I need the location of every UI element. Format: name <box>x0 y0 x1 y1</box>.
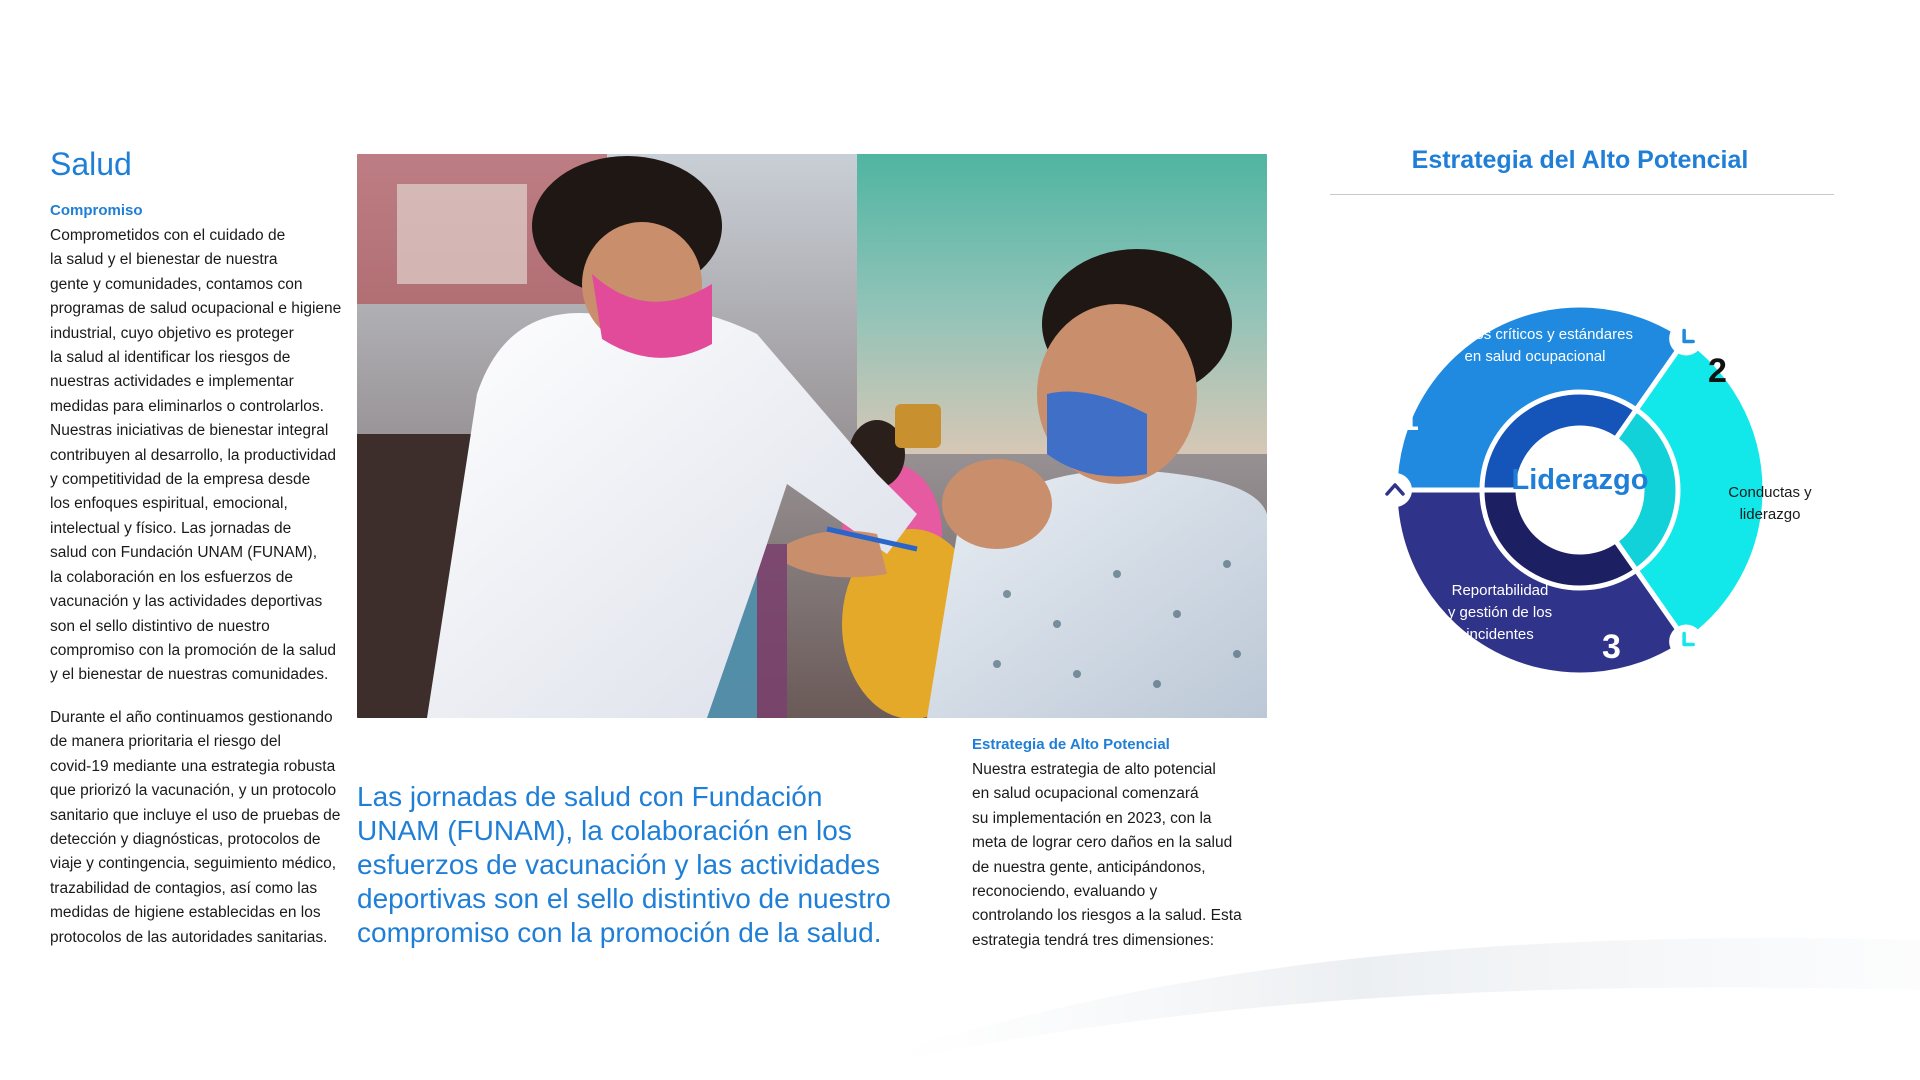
clock-marker-icon <box>1669 625 1703 659</box>
vaccination-photo <box>357 154 1267 718</box>
text-line: Nuestras iniciativas de bienestar integral <box>50 422 329 440</box>
text-line: covid-19 mediante una estrategia robusta <box>50 757 336 775</box>
segment-1-number: 1 <box>1400 400 1419 438</box>
text-line: reconociendo, evaluando y <box>972 883 1158 901</box>
quote-line: compromiso con la promoción de la salud. <box>357 917 882 948</box>
segment-2-label-line: liderazgo <box>1739 506 1801 523</box>
quote-line: deportivas son el sello distintivo de nuestro <box>357 883 891 914</box>
text-line: viaje y contingencia, seguimiento médico, <box>50 855 337 873</box>
text-line: y el bienestar de nuestras comunidades. <box>50 666 329 684</box>
text-line: intelectual y físico. Las jornadas de <box>50 519 292 537</box>
quote-line: Las jornadas de salud con Fundación <box>357 781 823 812</box>
quote-line: esfuerzos de vacunación y las actividades <box>357 849 880 880</box>
text-line: Comprometidos con el cuidado de <box>50 227 286 244</box>
segment-3-label-line: incidentes <box>1466 626 1534 643</box>
text-line: su implementación en 2023, con la <box>972 809 1212 827</box>
text-line: programas de salud ocupacional e higiene <box>50 300 342 318</box>
segment-3-label-line: Reportabilidad <box>1451 582 1549 599</box>
segment-3-label-line: y gestión de los <box>1447 604 1553 621</box>
text-line: la colaboración en los esfuerzos de <box>50 568 293 586</box>
text-line: de manera prioritaria el riesgo del <box>50 733 281 751</box>
strategy-subhead: Estrategia de Alto Potencial <box>972 736 1170 753</box>
strategy-paragraph <box>972 758 1242 953</box>
strategy-cycle-diagram <box>1330 250 1830 750</box>
segment-1-label-line: Riesgos críticos y estándares <box>1437 326 1633 343</box>
text-line: meta de lograr cero daños en la salud <box>972 834 1233 852</box>
text-line: contribuyen al desarrollo, la productividad <box>50 446 337 464</box>
text-line: sanitario que incluye el uso de pruebas de <box>50 806 341 824</box>
segment-2-label <box>1705 482 1835 526</box>
segment-2-label-line: Conductas y <box>1728 484 1812 501</box>
text-line: salud con Fundación UNAM (FUNAM), <box>50 544 318 562</box>
text-line: Nuestra estrategia de alto potencial <box>972 761 1216 778</box>
chevron-up-icon <box>1378 473 1412 507</box>
center-label: Liderazgo <box>1511 464 1649 496</box>
segment-2-number: 2 <box>1708 352 1727 390</box>
text-line: industrial, cuyo objetivo es proteger <box>50 324 294 342</box>
text-line: son el sello distintivo de nuestro <box>50 617 270 635</box>
text-line: vacunación y las actividades deportivas <box>50 593 323 611</box>
quote-line: UNAM (FUNAM), la colaboración en los <box>357 815 852 846</box>
commitment-subhead: Compromiso <box>50 202 143 219</box>
text-line: los enfoques espiritual, emocional, <box>50 495 288 513</box>
text-line: trazabilidad de contagios, así como las <box>50 879 318 897</box>
diagram-title: Estrategia del Alto Potencial <box>1411 146 1749 174</box>
section-title: Salud <box>50 146 132 182</box>
text-line: y competitividad de la empresa desde <box>50 471 311 489</box>
text-line: Durante el año continuamos gestionando <box>50 709 333 726</box>
diagram-divider <box>1330 194 1834 195</box>
text-line: estrategia tendrá tres dimensiones: <box>972 931 1215 949</box>
segment-1-label <box>1420 324 1650 368</box>
segment-3-number: 3 <box>1602 628 1621 666</box>
text-line: medidas de higiene establecidas en los <box>50 904 321 922</box>
commitment-paragraph <box>50 224 341 688</box>
clock-marker-icon <box>1669 321 1703 355</box>
text-line: gente y comunidades, contamos con <box>50 275 303 293</box>
text-line: la salud y el bienestar de nuestra <box>50 251 278 269</box>
pull-quote <box>357 780 937 950</box>
text-line: en salud ocupacional comenzará <box>972 785 1199 803</box>
text-line: controlando los riesgos a la salud. Esta <box>972 907 1242 925</box>
text-line: protocolos de las autoridades sanitarias. <box>50 928 328 946</box>
text-line: nuestras actividades e implementar <box>50 373 294 391</box>
text-line: la salud al identificar los riesgos de <box>50 349 291 367</box>
text-line: detección y diagnósticas, protocolos de <box>50 831 321 849</box>
segment-1-label-line: en salud ocupacional <box>1464 348 1606 365</box>
text-line: compromiso con la promoción de la salud <box>50 641 337 659</box>
text-line: medidas para eliminarlos o controlarlos. <box>50 397 324 415</box>
text-line: de nuestra gente, anticipándonos, <box>972 858 1206 876</box>
segment-3-label <box>1410 580 1590 646</box>
text-line: que priorizó la vacunación, y un protocolo <box>50 782 337 800</box>
covid-paragraph <box>50 706 340 950</box>
